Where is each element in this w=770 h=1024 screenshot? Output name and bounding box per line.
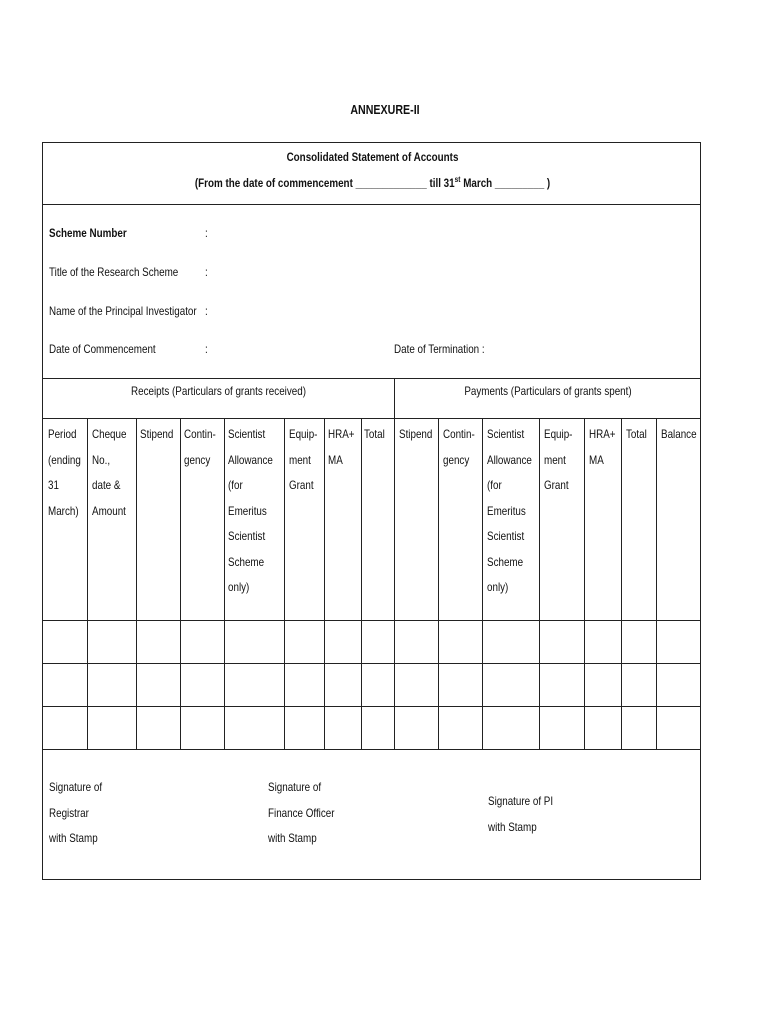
pi-signature: Signature of PI with Stamp (488, 794, 554, 834)
divider (43, 418, 700, 419)
col-payment-equipment: Equip- ment Grant (544, 427, 573, 492)
column-divider (394, 418, 395, 749)
annexure-title: ANNEXURE-II (350, 102, 420, 117)
table-row-divider (43, 663, 700, 664)
table-row-divider (43, 620, 700, 621)
receipts-heading: Receipts (Particulars of grants received) (130, 384, 306, 398)
group-divider (394, 378, 395, 418)
date-commencement-separator: : (205, 342, 208, 356)
column-divider (361, 418, 362, 749)
col-payment-total: Total (626, 427, 647, 441)
column-divider (224, 418, 225, 749)
col-payment-contingency: Contin- gency (443, 427, 475, 467)
col-receipt-contingency: Contin- gency (184, 427, 216, 467)
col-period: Period (ending 31 March) (48, 427, 81, 518)
table-row-divider (43, 706, 700, 707)
col-balance: Balance (661, 427, 697, 441)
column-divider (324, 418, 325, 749)
col-receipt-stipend: Stipend (140, 427, 174, 441)
column-divider (438, 418, 439, 749)
column-divider (87, 418, 88, 749)
statement-heading: Consolidated Statement of Accounts (286, 150, 459, 164)
col-cheque: Cheque No., date & Amount (92, 427, 127, 518)
column-divider (656, 418, 657, 749)
col-receipt-hra-ma: HRA+ MA (328, 427, 355, 467)
column-divider (136, 418, 137, 749)
col-receipt-equipment: Equip- ment Grant (289, 427, 318, 492)
scheme-number-label: Scheme Number (49, 226, 127, 240)
divider (43, 204, 700, 205)
payments-heading: Payments (Particulars of grants spent) (464, 384, 632, 398)
column-divider (482, 418, 483, 749)
col-receipt-scientist-allowance: Scientist Allowance (for Emeritus Scientist Scheme only) (228, 427, 273, 594)
column-divider (584, 418, 585, 749)
col-payment-scientist-allowance: Scientist Allowance (for Emeritus Scientist Scheme only) (487, 427, 532, 594)
table-row-divider (43, 749, 700, 750)
date-termination-label: Date of Termination : (394, 342, 485, 356)
pi-name-separator: : (205, 304, 208, 318)
registrar-signature: Signature of Registrar with Stamp (49, 780, 103, 845)
col-payment-stipend: Stipend (399, 427, 433, 441)
col-payment-hra-ma: HRA+ MA (589, 427, 616, 467)
pi-name-label: Name of the Principal Investigator (49, 304, 197, 318)
scheme-number-separator: : (205, 226, 208, 240)
column-divider (180, 418, 181, 749)
column-divider (539, 418, 540, 749)
research-title-separator: : (205, 265, 208, 279)
date-commencement-label: Date of Commencement (49, 342, 156, 356)
col-receipt-total: Total (364, 427, 385, 441)
accounts-statement-form (42, 142, 701, 880)
statement-period: (From the date of commencement _____________ till 31st March _________ ) (194, 175, 551, 190)
research-title-label: Title of the Research Scheme (49, 265, 179, 279)
column-divider (284, 418, 285, 749)
column-divider (621, 418, 622, 749)
finance-officer-signature: Signature of Finance Officer with Stamp (268, 780, 335, 845)
